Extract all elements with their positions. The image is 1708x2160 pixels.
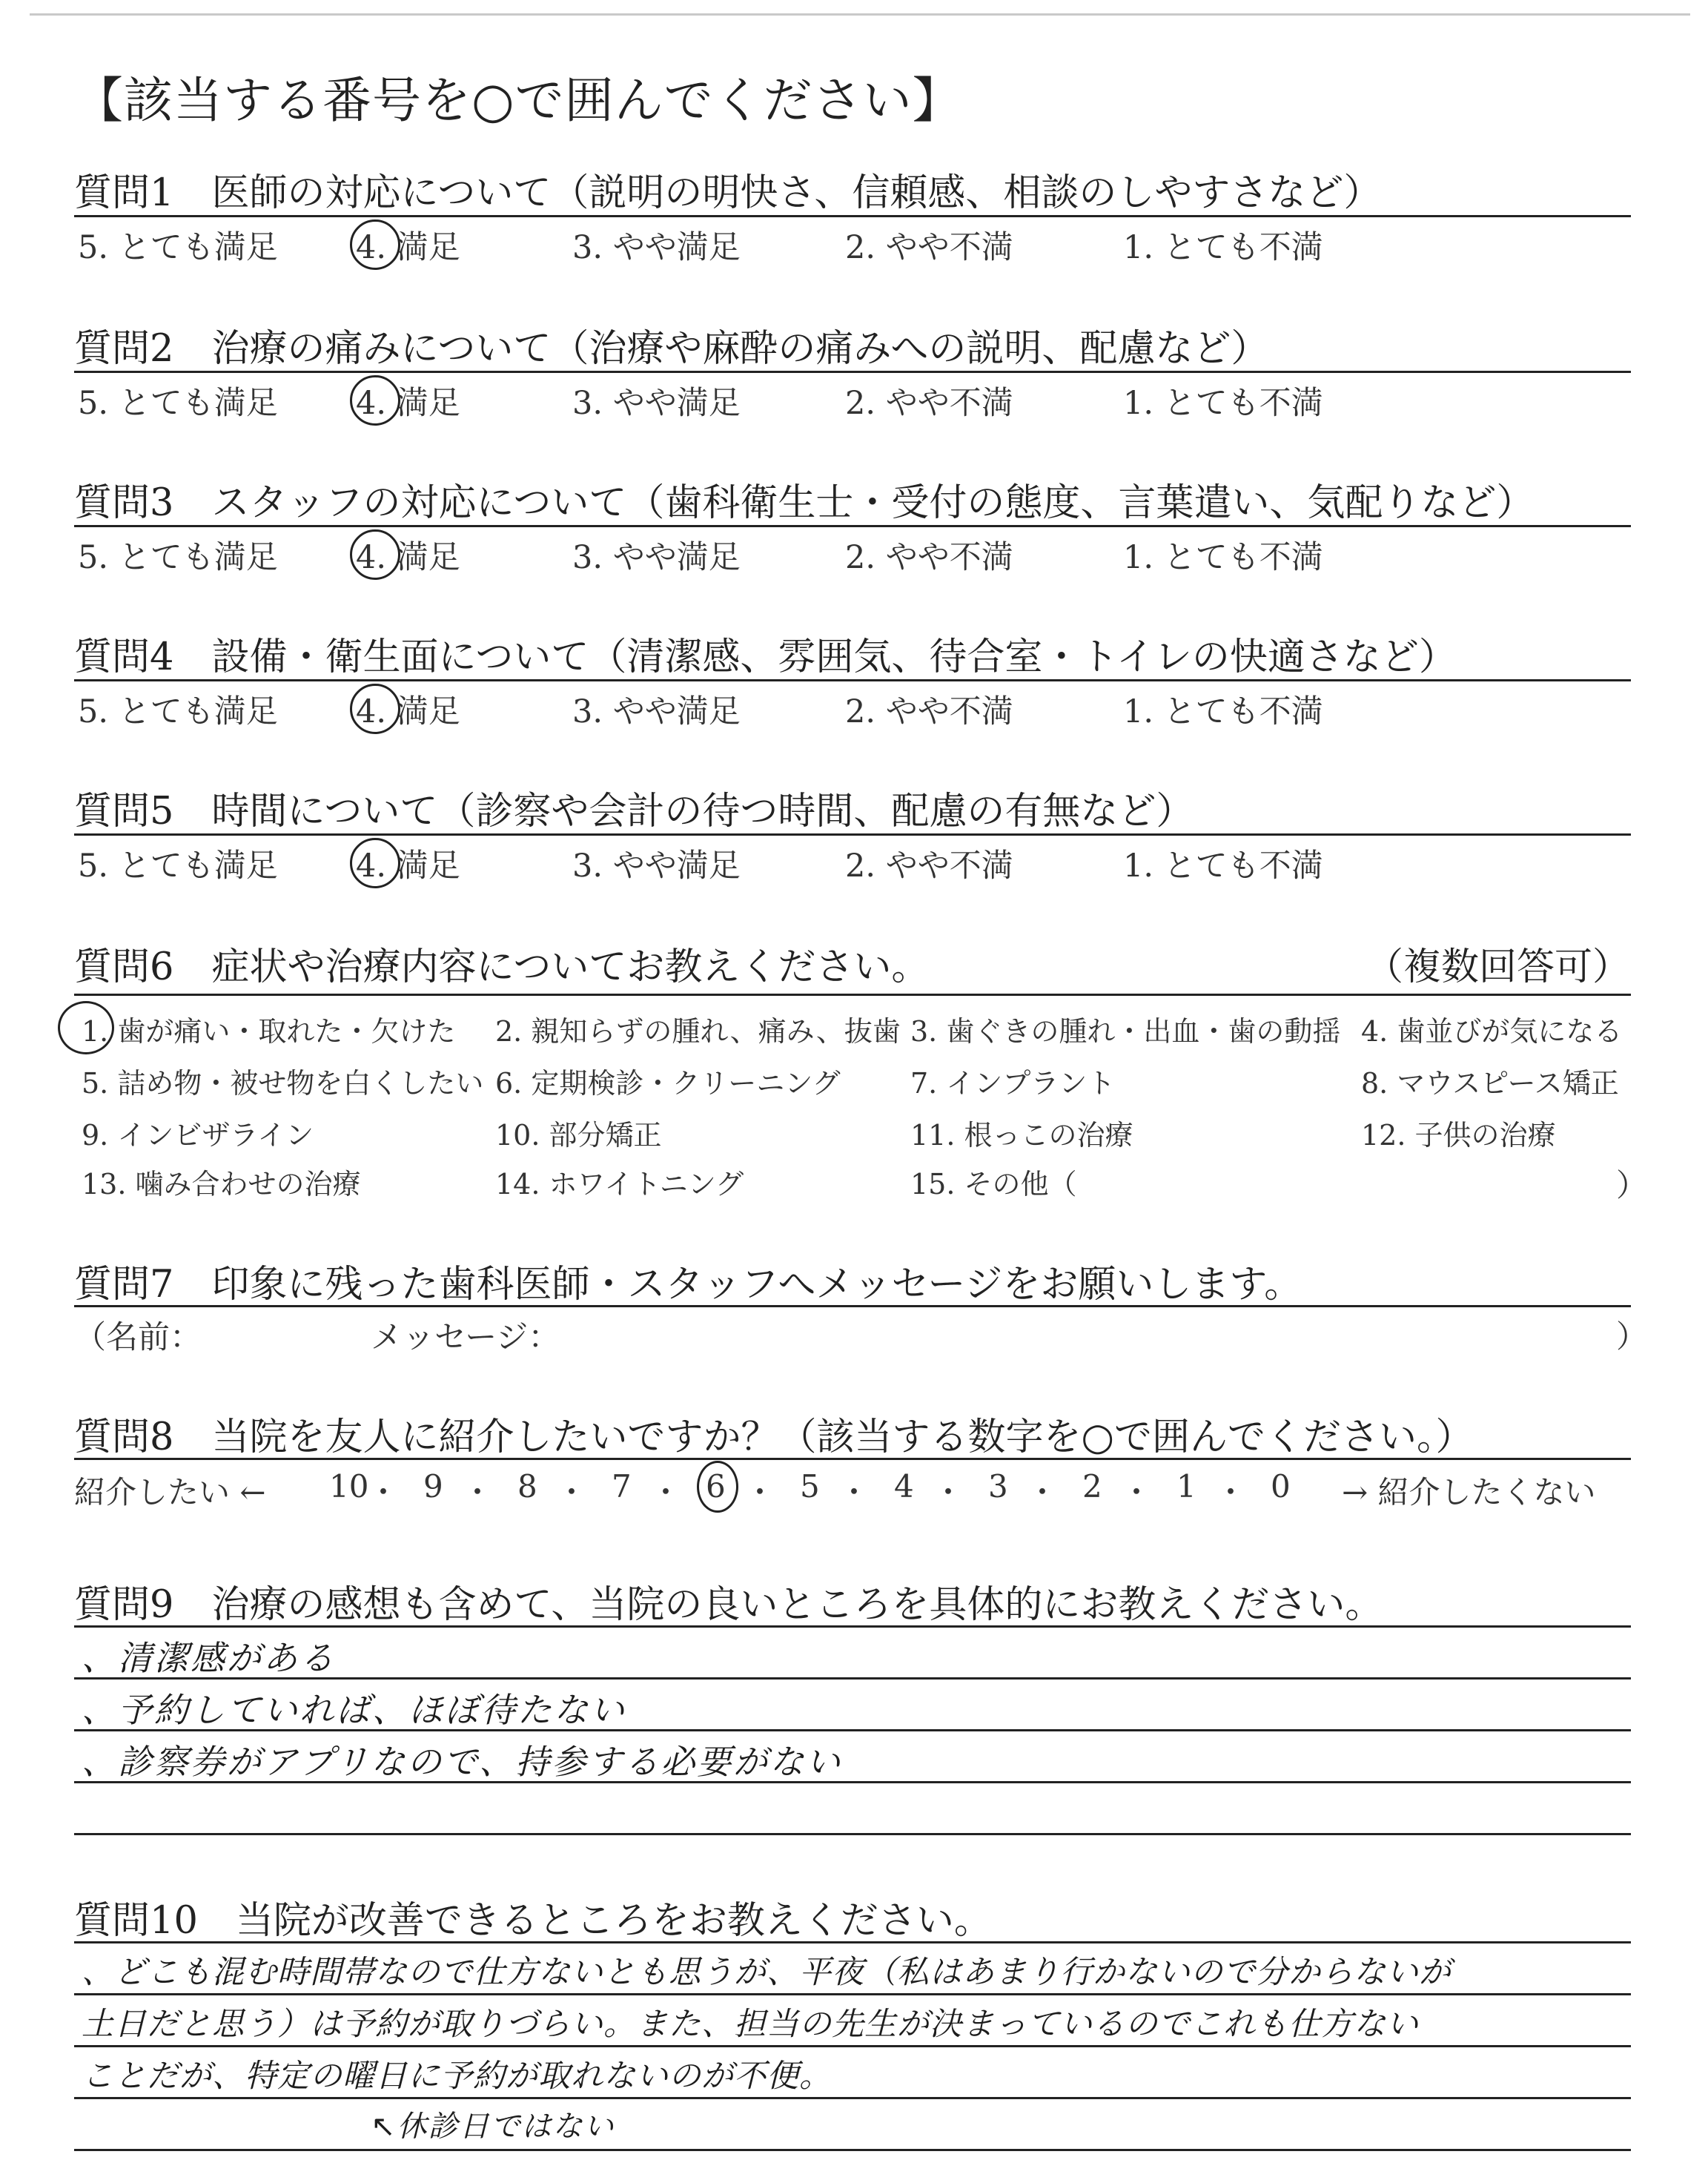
rating-option[interactable]: 4. 満足 <box>356 693 460 730</box>
question-10-rule <box>74 1941 1631 1943</box>
rating-option[interactable]: 2. やや不満 <box>845 539 1013 576</box>
message-close-paren: ） <box>1616 1318 1648 1355</box>
symptom-option[interactable]: 2. 親知らずの腫れ、痛み、抜歯 <box>495 1015 901 1048</box>
handwritten-answer: 土日だと思う）は予約が取りづらい。また、担当の先生が決まっているのでこれも仕方ない <box>82 2006 1419 2043</box>
other-close-paren: ） <box>1616 1167 1648 1203</box>
rating-option[interactable]: 3. やや満足 <box>572 848 741 885</box>
symptom-option[interactable]: 15. その他（ <box>910 1168 1077 1200</box>
selection-circle <box>350 684 400 734</box>
handwritten-answer: 、清潔感がある <box>82 1638 336 1678</box>
question-8-rule <box>74 1458 1631 1460</box>
selection-circle <box>697 1461 738 1513</box>
symptom-option[interactable]: 14. ホワイトニング <box>495 1168 744 1200</box>
answer-line <box>74 1833 1631 1835</box>
question-rule <box>74 215 1631 217</box>
scale-separator: ・ <box>368 1474 400 1510</box>
page-title: 【該当する番号を○で囲んでください】 <box>74 72 962 129</box>
rating-option[interactable]: 2. やや不満 <box>845 229 1013 266</box>
symptom-option[interactable]: 6. 定期検診・クリーニング <box>495 1067 841 1100</box>
answer-line <box>74 2045 1631 2047</box>
scale-separator: ・ <box>933 1474 964 1510</box>
symptom-option[interactable]: 7. インプラント <box>910 1067 1116 1100</box>
handwritten-answer: 、予約していれば、ほぼ待たない <box>82 1690 626 1730</box>
scale-number[interactable]: 2 <box>1082 1468 1102 1505</box>
scale-number[interactable]: 0 <box>1271 1468 1291 1505</box>
symptom-option[interactable]: 10. 部分矯正 <box>495 1119 662 1152</box>
handwritten-note: ↖休診日ではない <box>371 2110 615 2144</box>
symptom-option[interactable]: 11. 根っこの治療 <box>910 1119 1133 1152</box>
answer-line <box>74 2097 1631 2099</box>
answer-line <box>74 1993 1631 1995</box>
rating-option[interactable]: 4. 満足 <box>356 385 460 422</box>
scale-separator: ・ <box>744 1474 776 1510</box>
question-6-label: 質問6 症状や治療内容についてお教えください。 <box>74 945 930 989</box>
question-rule <box>74 833 1631 836</box>
rating-option[interactable]: 1. とても不満 <box>1123 385 1323 422</box>
question-rule <box>74 371 1631 373</box>
selection-circle <box>350 838 400 888</box>
rating-option[interactable]: 5. とても満足 <box>78 693 278 730</box>
answer-line <box>74 2149 1631 2151</box>
rating-option[interactable]: 3. やや満足 <box>572 385 741 422</box>
question-9-rule <box>74 1625 1631 1628</box>
question-9-label: 質問9 治療の感想も含めて、当院の良いところを具体的にお教えください。 <box>74 1583 1383 1627</box>
question-1-label: 質問1 医師の対応について（説明の明快さ、信頼感、相談のしやすさなど） <box>74 171 1382 215</box>
scale-number[interactable]: 4 <box>894 1468 914 1505</box>
rating-option[interactable]: 2. やや不満 <box>845 848 1013 885</box>
question-rule <box>74 679 1631 681</box>
scale-separator: ・ <box>462 1474 494 1510</box>
question-4-label: 質問4 設備・衛生面について（清潔感、雰囲気、待合室・トイレの快適さなど） <box>74 635 1457 679</box>
question-5-label: 質問5 時間について（診察や会計の待つ時間、配慮の有無など） <box>74 790 1194 833</box>
handwritten-answer: 、診察券がアプリなので、持参する必要がない <box>82 1742 843 1782</box>
question-7-rule <box>74 1305 1631 1307</box>
symptom-option[interactable]: 4. 歯並びが気になる <box>1361 1015 1623 1048</box>
scale-number[interactable]: 3 <box>988 1468 1008 1505</box>
rating-option[interactable]: 3. やや満足 <box>572 693 741 730</box>
top-border <box>30 13 1690 16</box>
scale-separator: ・ <box>650 1474 682 1510</box>
scale-left-label: 紹介したい ← <box>74 1474 266 1510</box>
symptom-option[interactable]: 3. 歯ぐきの腫れ・出血・歯の動揺 <box>910 1015 1341 1048</box>
symptom-option[interactable]: 8. マウスピース矯正 <box>1361 1067 1619 1100</box>
scale-number[interactable]: 5 <box>800 1468 820 1505</box>
scale-separator: ・ <box>838 1474 870 1510</box>
symptom-option[interactable]: 9. インビザライン <box>82 1119 314 1152</box>
symptom-option[interactable]: 5. 詰め物・被せ物を白くしたい <box>82 1067 484 1100</box>
question-rule <box>74 525 1631 527</box>
message-label: メッセージ： <box>371 1319 560 1356</box>
rating-option[interactable]: 3. やや満足 <box>572 539 741 576</box>
scale-separator: ・ <box>1215 1474 1247 1510</box>
rating-option[interactable]: 2. やや不満 <box>845 385 1013 422</box>
name-label: （名前： <box>74 1319 202 1356</box>
selection-circle <box>58 1001 114 1054</box>
rating-option[interactable]: 4. 満足 <box>356 539 460 576</box>
scale-number[interactable]: 8 <box>517 1468 537 1505</box>
symptom-option[interactable]: 1. 歯が痛い・取れた・欠けた <box>82 1015 456 1048</box>
selection-circle <box>350 219 400 270</box>
rating-option[interactable]: 5. とても満足 <box>78 385 278 422</box>
rating-option[interactable]: 5. とても満足 <box>78 229 278 266</box>
rating-option[interactable]: 4. 満足 <box>356 848 460 885</box>
handwritten-answer: 、どこも混む時間帯なので仕方ないとも思うが、平夜（私はあまり行かないので分からないが <box>82 1954 1452 1991</box>
rating-option[interactable]: 2. やや不満 <box>845 693 1013 730</box>
symptom-option[interactable]: 13. 噛み合わせの治療 <box>82 1168 361 1200</box>
scale-number[interactable]: 9 <box>423 1468 443 1505</box>
question-7-label: 質問7 印象に残った歯科医師・スタッフへメッセージをお願いします。 <box>74 1263 1302 1307</box>
symptom-option[interactable]: 12. 子供の治療 <box>1361 1119 1556 1152</box>
question-3-label: 質問3 スタッフの対応について（歯科衛生士・受付の態度、言葉遣い、気配りなど） <box>74 481 1535 525</box>
scale-number[interactable]: 10 <box>329 1468 369 1505</box>
question-6-note: （複数回答可） <box>1366 945 1631 989</box>
rating-option[interactable]: 3. やや満足 <box>572 229 741 266</box>
selection-circle <box>350 375 400 426</box>
handwritten-answer: ことだが、特定の曜日に予約が取れないのが不便。 <box>82 2058 832 2095</box>
question-6-rule <box>74 994 1631 996</box>
question-10-label: 質問10 当院が改善できるところをお教えください。 <box>74 1899 992 1943</box>
rating-option[interactable]: 1. とても不満 <box>1123 229 1323 266</box>
scale-separator: ・ <box>1027 1474 1059 1510</box>
scale-right-label: → 紹介したくない <box>1342 1474 1596 1510</box>
rating-option[interactable]: 1. とても不満 <box>1123 848 1323 885</box>
scale-separator: ・ <box>556 1474 588 1510</box>
rating-option[interactable]: 5. とても満足 <box>78 539 278 576</box>
scale-number[interactable]: 1 <box>1176 1468 1196 1505</box>
rating-option[interactable]: 4. 満足 <box>356 229 460 266</box>
rating-option[interactable]: 5. とても満足 <box>78 848 278 885</box>
scale-number[interactable]: 7 <box>612 1468 632 1505</box>
question-8-label: 質問8 当院を友人に紹介したいですか？（該当する数字を○で囲んでください。） <box>74 1416 1474 1459</box>
rating-option[interactable]: 1. とても不満 <box>1123 539 1323 576</box>
selection-circle <box>350 529 400 580</box>
scale-number[interactable]: 6 <box>706 1468 726 1505</box>
question-2-label: 質問2 治療の痛みについて（治療や麻酔の痛みへの説明、配慮など） <box>74 327 1269 371</box>
scale-separator: ・ <box>1121 1474 1153 1510</box>
rating-option[interactable]: 1. とても不満 <box>1123 693 1323 730</box>
